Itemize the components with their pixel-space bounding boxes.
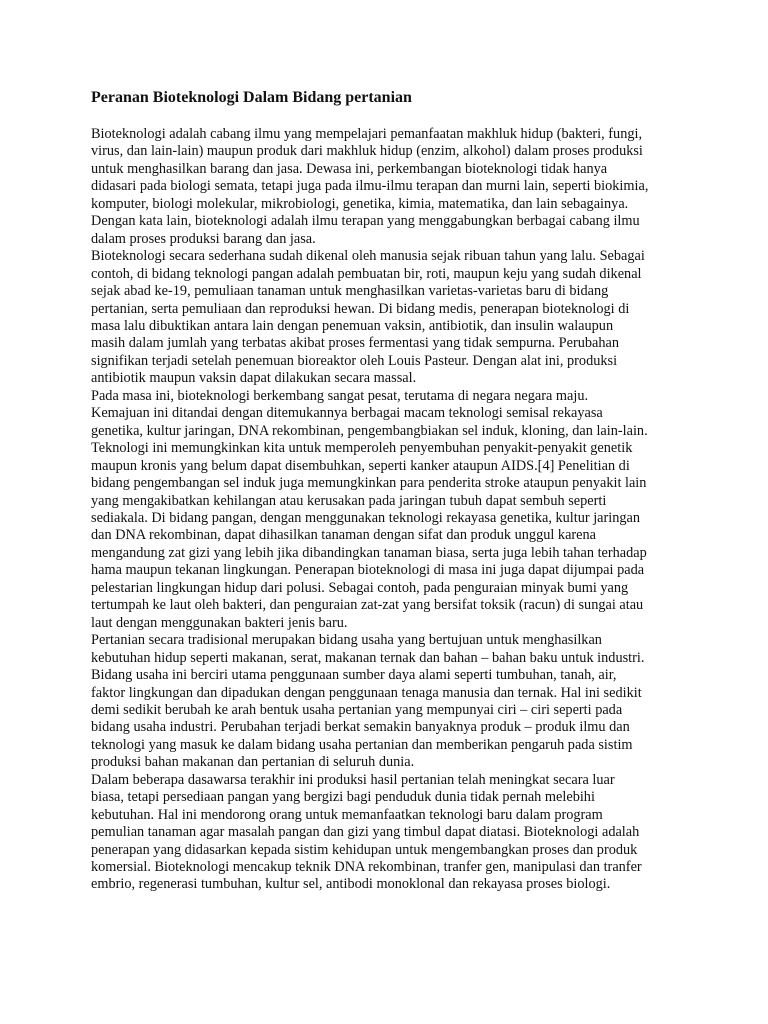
text-line: antibiotik maupun vaksin dapat dilakukan secara massal. (91, 370, 417, 387)
text-line: Pada masa ini, bioteknologi berkembang sangat pesat, terutama di negara negara maju. (91, 387, 589, 404)
text-line: komputer, biologi molekular, mikrobiologi, genetika, kimia, matematika, dan lain sebagainya. (91, 195, 629, 212)
paragraph (91, 248, 685, 388)
paragraph (91, 772, 685, 894)
document-body (91, 126, 685, 894)
text-line: sediakala. Di bidang pangan, dengan menggunakan teknologi rekayasa genetika, kultur jaringan (91, 509, 641, 526)
text-line: hama maupun tekanan lingkungan. Penerapan bioteknologi di masa ini juga dapat dijumpai pada (91, 562, 645, 579)
text-line: Dalam beberapa dasawarsa terakhir ini produksi hasil pertanian telah meningkat secara luar (91, 771, 615, 788)
text-line: signifikan terjadi setelah penemuan bioreaktor oleh Louis Pasteur. Dengan alat ini, produksi (91, 352, 618, 369)
text-line: pertanian, serta pemuliaan dan reproduksi hewan. Di bidang medis, penerapan bioteknologi di (91, 300, 630, 317)
text-line: untuk menghasilkan barang dan jasa. Dewasa ini, perkembangan bioteknologi tidak hanya (91, 160, 608, 177)
text-line: penerapan yang didasarkan kepada sistim kehidupan untuk mengembangkan proses dan produk (91, 841, 638, 858)
text-line: Bidang usaha ini berciri utama penggunaan sumber daya alami seperti tumbuhan, tanah, air, (91, 667, 617, 684)
text-line: contoh, di bidang teknologi pangan adalah pembuatan bir, roti, maupun keju yang sudah dikenal (91, 265, 642, 282)
paragraph (91, 388, 685, 632)
text-line: biasa, tetapi persediaan pangan yang bergizi bagi penduduk dunia tidak pernah melebihi (91, 789, 595, 806)
text-line: laut dengan menggunakan bakteri jenis baru. (91, 614, 348, 631)
text-line: teknologi yang masuk ke dalam bidang usaha pertanian dan memberikan pengaruh pada sistim (91, 736, 633, 753)
text-line: faktor lingkungan dan dipadukan dengan penggunaan tenaga manusia dan ternak. Hal ini sedikit (91, 684, 642, 701)
text-line: bidang pengembangan sel induk juga memungkinkan para penderita stroke ataupun penyakit lain (91, 475, 647, 492)
text-line: produksi bahan makanan dan pertanian di seluruh dunia. (91, 754, 415, 771)
text-line: virus, dan lain-lain) maupun produk dari makhluk hidup (enzim, alkohol) dalam proses produksi (91, 143, 643, 160)
text-line: Teknologi ini memungkinkan kita untuk memperoleh penyembuhan penyakit-penyakit genetik (91, 440, 633, 457)
text-line: masa lalu dibuktikan antara lain dengan penemuan vaksin, antibiotik, dan insulin walaupun (91, 317, 614, 334)
text-line: Dengan kata lain, bioteknologi adalah ilmu terapan yang menggabungkan berbagai cabang ilmu (91, 213, 640, 230)
text-line: embrio, regenerasi tumbuhan, kultur sel, antibodi monoklonal dan rekayasa proses biologi. (91, 876, 611, 893)
text-line: didasari pada biologi semata, tetapi juga pada ilmu-ilmu terapan dan murni lain, seperti biokimia, (91, 178, 649, 195)
text-line: Pertanian secara tradisional merupakan bidang usaha yang bertujuan untuk menghasilkan (91, 632, 602, 649)
paragraph (91, 126, 685, 248)
text-line: pelestarian lingkungan hidup dari polusi. Sebagai contoh, pada penguraian minyak bumi yang (91, 579, 629, 596)
text-line: komersial. Bioteknologi mencakup teknik DNA rekombinan, tranfer gen, manipulasi dan tranfer (91, 859, 642, 876)
text-line: dan DNA rekombinan, dapat dihasilkan tanaman dengan sifat dan produk unggul karena (91, 527, 597, 544)
text-line: bidang usaha industri. Perubahan terjadi berkat semakin banyaknya produk – produk ilmu dan (91, 719, 630, 736)
text-line: Kemajuan ini ditandai dengan ditemukannya berbagai macam teknologi semisal rekayasa (91, 405, 603, 422)
text-line: sejak abad ke-19, pemuliaan tanaman untuk menghasilkan varietas-varietas baru di bidang (91, 283, 609, 300)
document-page (91, 88, 685, 894)
text-line: kebutuhan. Hal ini mendorong orang untuk memanfaatkan teknologi baru dalam program (91, 806, 603, 823)
text-line: masih dalam jumlah yang terbatas akibat proses fermentasi yang tidak sempurna. Perubahan (91, 335, 620, 352)
text-line: Bioteknologi secara sederhana sudah dikenal oleh manusia sejak ribuan tahun yang lalu. Sebagai (91, 248, 645, 265)
text-line: Bioteknologi adalah cabang ilmu yang mempelajari pemanfaatan makhluk hidup (bakteri, fungi, (91, 126, 643, 142)
document-title: Peranan Bioteknologi Dalam Bidang pertanian (91, 89, 412, 106)
text-line: yang mengakibatkan kehilangan atau kerusakan pada jaringan tubuh dapat sembuh seperti (91, 492, 607, 509)
text-line: tertumpah ke laut oleh bakteri, dan penguraian zat-zat yang bersifat toksik (racun) di sungai atau (91, 597, 644, 614)
text-line: demi sedikit berubah ke arah bentuk usaha pertanian yang mempunyai ciri – ciri seperti pada (91, 701, 623, 718)
text-line: dalam proses produksi barang dan jasa. (91, 230, 316, 247)
paragraph (91, 632, 685, 772)
text-line: mengandung zat gizi yang lebih jika dibandingkan tanaman biasa, serta juga lebih tahan terhadap (91, 544, 647, 561)
text-line: kebutuhan hidup seperti makanan, serat, makanan ternak dan bahan – bahan baku untuk industri. (91, 649, 645, 666)
text-line: pemulian tanaman agar masalah pangan dan gizi yang timbul dapat diatasi. Bioteknologi adalah (91, 824, 640, 841)
text-line: maupun kronis yang belum dapat disembuhkan, seperti kanker ataupun AIDS.[4] Penelitian di (91, 457, 630, 474)
text-line: genetika, kultur jaringan, DNA rekombinan, pengembangbiakan sel induk, kloning, dan lain-lain. (91, 422, 648, 439)
